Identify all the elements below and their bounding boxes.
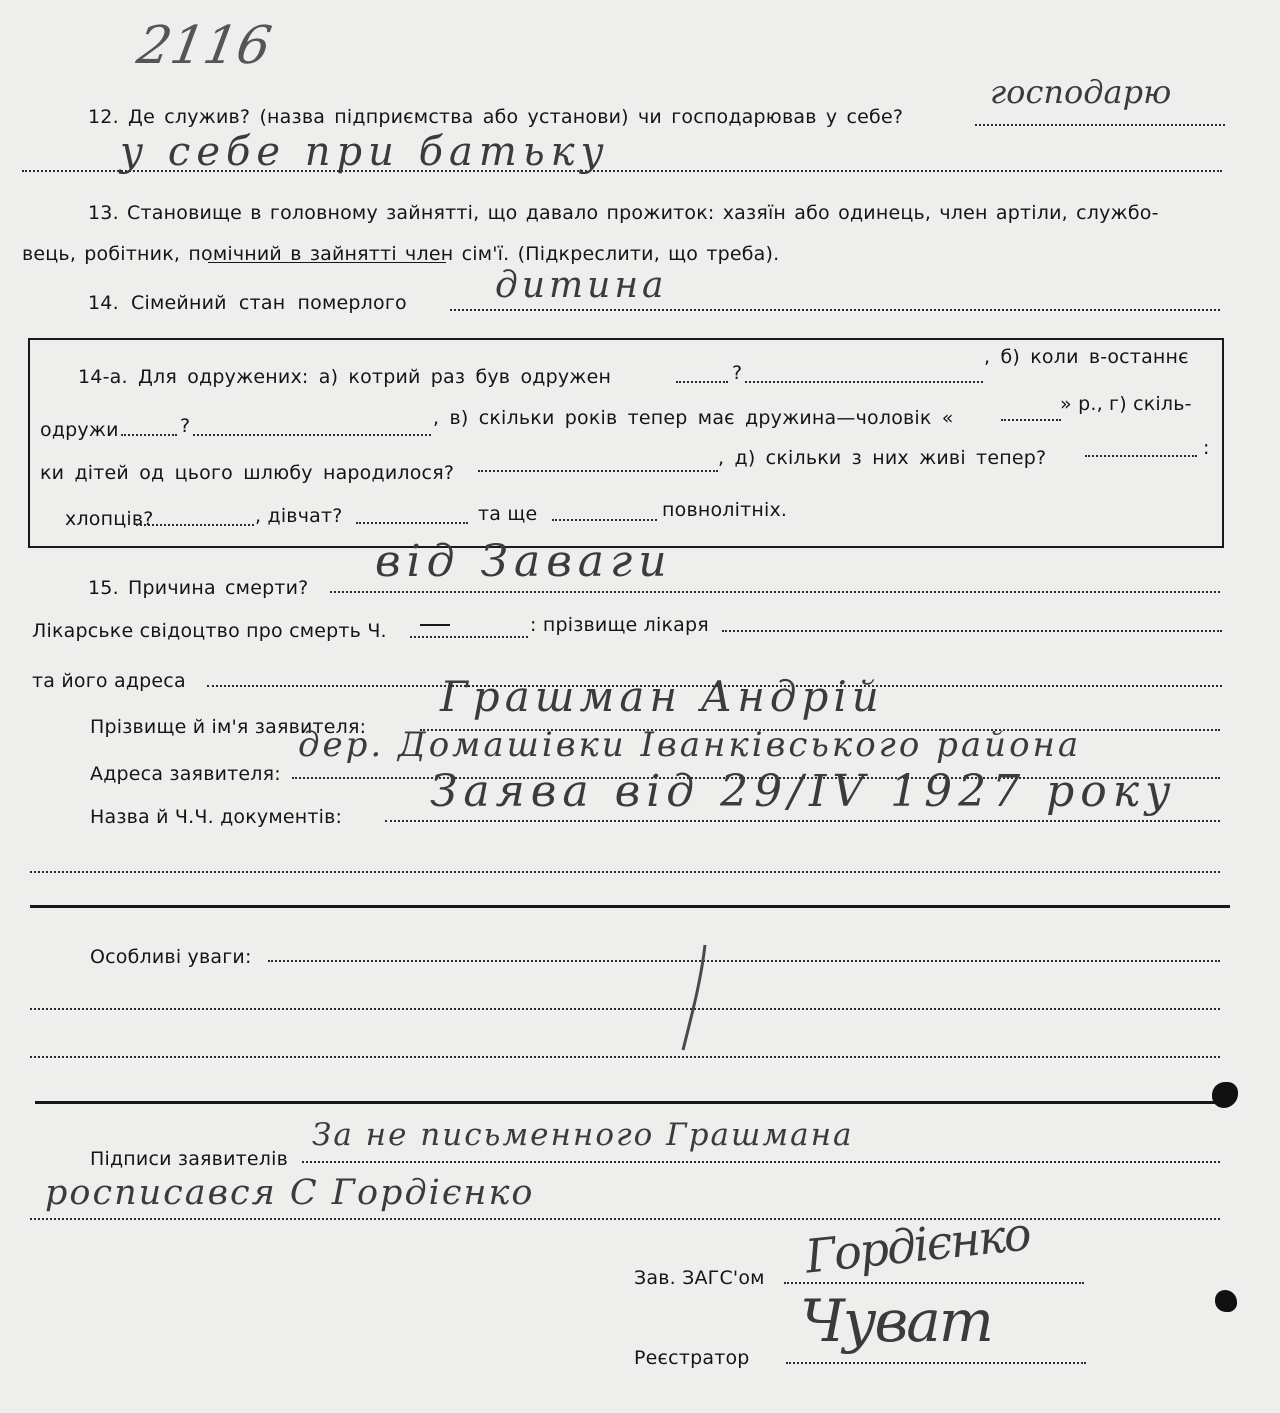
question-12-answer-line bbox=[975, 124, 1225, 126]
signatures-line-2 bbox=[30, 1218, 1220, 1220]
q14a-children-born-line bbox=[478, 470, 718, 472]
question-15-answer-line bbox=[330, 591, 1220, 593]
q14a-last-married-line-a bbox=[121, 434, 177, 436]
section-divider-1 bbox=[30, 905, 1230, 908]
q14a-girls-line bbox=[356, 522, 468, 524]
applicant-name-label: Прізвище й ім'я заявителя: bbox=[90, 716, 367, 738]
registrar-label: Реєстратор bbox=[634, 1347, 750, 1369]
doctor-certificate-number-line bbox=[410, 636, 528, 638]
blank-line-1 bbox=[30, 871, 1220, 873]
doctor-certificate-label: Лікарське свідоцтво про смерть Ч. bbox=[32, 620, 387, 642]
question-15-label: 15. Причина смерти? bbox=[88, 577, 309, 599]
q14a-times-married-qmark: ? bbox=[732, 362, 743, 384]
q13-underline-pomichnyi bbox=[208, 262, 446, 263]
handwritten-signature-line1: За не письменного Грашмана bbox=[312, 1117, 854, 1153]
remarks-label: Особливі уваги: bbox=[90, 946, 252, 968]
signatures-label: Підписи заявителів bbox=[90, 1148, 289, 1170]
question-14a-line1-label: 14-а. Для одружених: а) котрий раз був одружен bbox=[78, 366, 612, 388]
handwritten-zags-head-signature: Гордієнко bbox=[802, 1206, 1032, 1284]
question-14a-line2-end: » р., г) скіль- bbox=[1060, 393, 1192, 415]
handwritten-record-number: 2116 bbox=[132, 16, 276, 76]
q14a-last-married-qmark: ? bbox=[180, 415, 191, 437]
q14a-boys-line bbox=[136, 524, 254, 526]
handwritten-registrar-signature: Чуват bbox=[800, 1287, 992, 1355]
question-14a-line4-adults: повнолітніх. bbox=[662, 499, 788, 521]
documents-line bbox=[385, 820, 1220, 822]
doctor-address-label: та його адреса bbox=[32, 670, 186, 692]
question-14a-line3-middle: , д) скільки з них живі тепер? bbox=[718, 447, 1047, 469]
handwritten-documents: Заява від 29/IV 1927 року bbox=[430, 766, 1177, 817]
zags-head-label: Зав. ЗАГС'ом bbox=[634, 1267, 765, 1289]
q14a-spouse-age-line bbox=[1001, 419, 1061, 421]
q14a-adults-line bbox=[552, 519, 657, 521]
q14a-children-alive-line bbox=[1085, 455, 1197, 457]
documents-label: Назва й Ч.Ч. документів: bbox=[90, 806, 343, 828]
handwritten-applicant-address: дер. Домашівки Іванківського района bbox=[298, 725, 1082, 765]
question-12-label: 12. Де служив? (назва підприємства або установи) чи господарював у себе? bbox=[88, 106, 904, 128]
question-14a-line3-start: ки дітей од цього шлюбу народилося? bbox=[40, 462, 455, 484]
question-14a-line2-middle: , в) скільки років тепер має дружина—чоловік « bbox=[433, 407, 954, 429]
handwritten-applicant-name: Грашман Андрій bbox=[440, 672, 884, 721]
remarks-line-2 bbox=[30, 1008, 1220, 1010]
handwritten-signature-line2: росписався С Гордієнко bbox=[45, 1173, 535, 1213]
zags-head-signature-line bbox=[784, 1282, 1084, 1284]
doctor-surname-line bbox=[722, 630, 1222, 632]
question-14a-line3-colon: : bbox=[1203, 437, 1210, 459]
doctor-surname-label: : прізвище лікаря bbox=[530, 614, 709, 636]
section-divider-2 bbox=[35, 1101, 1220, 1104]
remarks-line-3 bbox=[30, 1056, 1220, 1058]
handwritten-death-cause: від Заваги bbox=[375, 536, 673, 587]
question-13-label-line2: вець, робітник, помічний в зайнятті член сім'ї. (Підкреслити, що треба). bbox=[22, 243, 780, 265]
doctor-certificate-dash bbox=[420, 624, 450, 626]
handwritten-marital-status: дитина bbox=[495, 265, 668, 306]
signatures-line-1 bbox=[302, 1161, 1220, 1163]
question-14a-line2-start: одружи bbox=[40, 419, 119, 441]
question-14-label: 14. Сімейний стан померлого bbox=[88, 292, 407, 314]
question-13-label-line1: 13. Становище в головному зайнятті, що давало прожиток: хазяїн або одинець, член артіли, службо- bbox=[88, 202, 1159, 224]
q14a-when-married-line bbox=[745, 381, 983, 383]
handwritten-q12-answer-b: у себе при батьку bbox=[120, 129, 610, 175]
q14a-last-married-line-b bbox=[193, 434, 431, 436]
question-14a-line4-more: та ще bbox=[478, 503, 538, 525]
question-14a-line1-tail: , б) коли в-останнє bbox=[984, 346, 1189, 368]
ink-blot-1 bbox=[1212, 1082, 1238, 1108]
ink-blot-2 bbox=[1215, 1290, 1237, 1312]
q14a-times-married-line bbox=[676, 381, 728, 383]
remarks-strike-mark bbox=[665, 940, 725, 1060]
handwritten-q12-answer-a: господарю bbox=[990, 73, 1172, 111]
question-14a-line4-girls: , дівчат? bbox=[255, 505, 343, 527]
registrar-signature-line bbox=[786, 1362, 1086, 1364]
question-14-answer-line bbox=[450, 309, 1220, 311]
applicant-address-label: Адреса заявителя: bbox=[90, 763, 281, 785]
question-14a-line4-boys: хлопців? bbox=[65, 508, 154, 530]
remarks-line-1 bbox=[268, 960, 1220, 962]
